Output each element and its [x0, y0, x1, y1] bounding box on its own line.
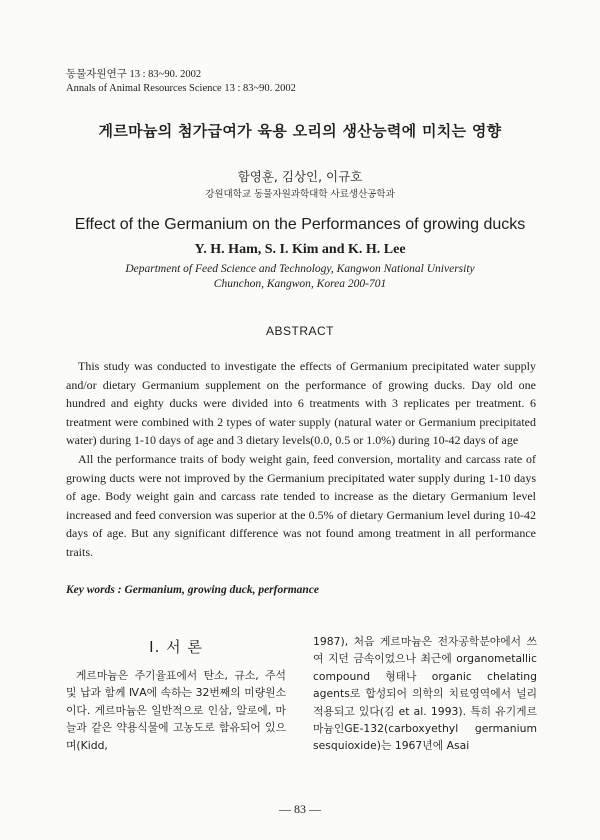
journal-citation-english: Annals of Animal Resources Science 13 : 83~90. 2002: [66, 83, 296, 94]
body-column-right: [313, 633, 537, 755]
journal-citation-korean: 동물자원연구 13 : 83~90. 2002: [66, 69, 202, 80]
abstract-body: [66, 357, 536, 562]
page-number: — 83 —: [279, 802, 321, 816]
paper-title-english: Effect of the Germanium on the Performances of growing ducks: [74, 216, 526, 233]
paper-title-korean: 게르마늄의 첨가급여가 육용 오리의 생산능력에 미치는 영향: [98, 122, 502, 140]
abstract-heading: ABSTRACT: [265, 324, 334, 338]
affiliation-english-line2: Chunchon, Kangwon, Korea 200-701: [213, 278, 387, 290]
body-column-left: [66, 667, 286, 754]
intro-paragraph-left: 게르마늄은 주기율표에서 탄소, 규소, 주석 및 납과 함께 ⅣA에 속하는 32번째의 미량원소이다. 게르마늄은 일반적으로 인삼, 알로에, 마늘과 같은 약용식물에 고농도로 함유되어 있으며(Kidd,: [66, 669, 286, 752]
abstract-paragraph-1: This study was conducted to investigate the effects of Germanium precipitated water supply and/or dietary Germanium supplement on the performance of growing ducks. Day old one hundred and eighty ducks were divided into 6 treatments with 3 replicates per treatment. 6 treatment were combined with 2 types of water supply (natural water or Germanium precipitated water) during 1-10 days of age and 3 dietary levels(0.0, 0.5 or 1.0%) during 10-42 days of age: [66, 359, 536, 448]
authors-english: Y. H. Ham, S. I. Kim and K. H. Lee: [194, 242, 406, 257]
section-heading-introduction: Ⅰ. 서 론: [149, 638, 203, 656]
abstract-paragraph-2: All the performance traits of body weight gain, feed conversion, mortality and carcass rate of growing ducts were not improved by the Germanium precipitated water supply during 1-10 days of age. Body weight gain and carcass rate tended to increase as the dietary Germanium level increased and feed conversion was superior at the 0.5% of dietary Germanium level during 10-42 days of age. But any significant difference was not found among treatment in all performance traits.: [66, 451, 536, 559]
authors-korean: 함영훈, 김상인, 이규호: [237, 169, 363, 184]
affiliation-english-line1: Department of Feed Science and Technology, Kangwon National University: [125, 263, 475, 275]
intro-paragraph-right: 1987), 처음 게르마늄은 전자공학분야에서 쓰여 지던 금속이었으나 최근에 organometallic compound 형태나 organic chelating agents로 합성되어 의학의 치료영역에서 널리 적용되고 있다(김 et al. 1993). 특히 유기게르마늄인GE-132(carboxyethyl germanium sesquioxide)는 1967년에 Asai: [313, 635, 537, 753]
affiliation-korean: 강원대학교 동물자원과학대학 사료생산공학과: [205, 189, 395, 200]
keywords: Key words : Germanium, growing duck, performance: [66, 584, 320, 596]
